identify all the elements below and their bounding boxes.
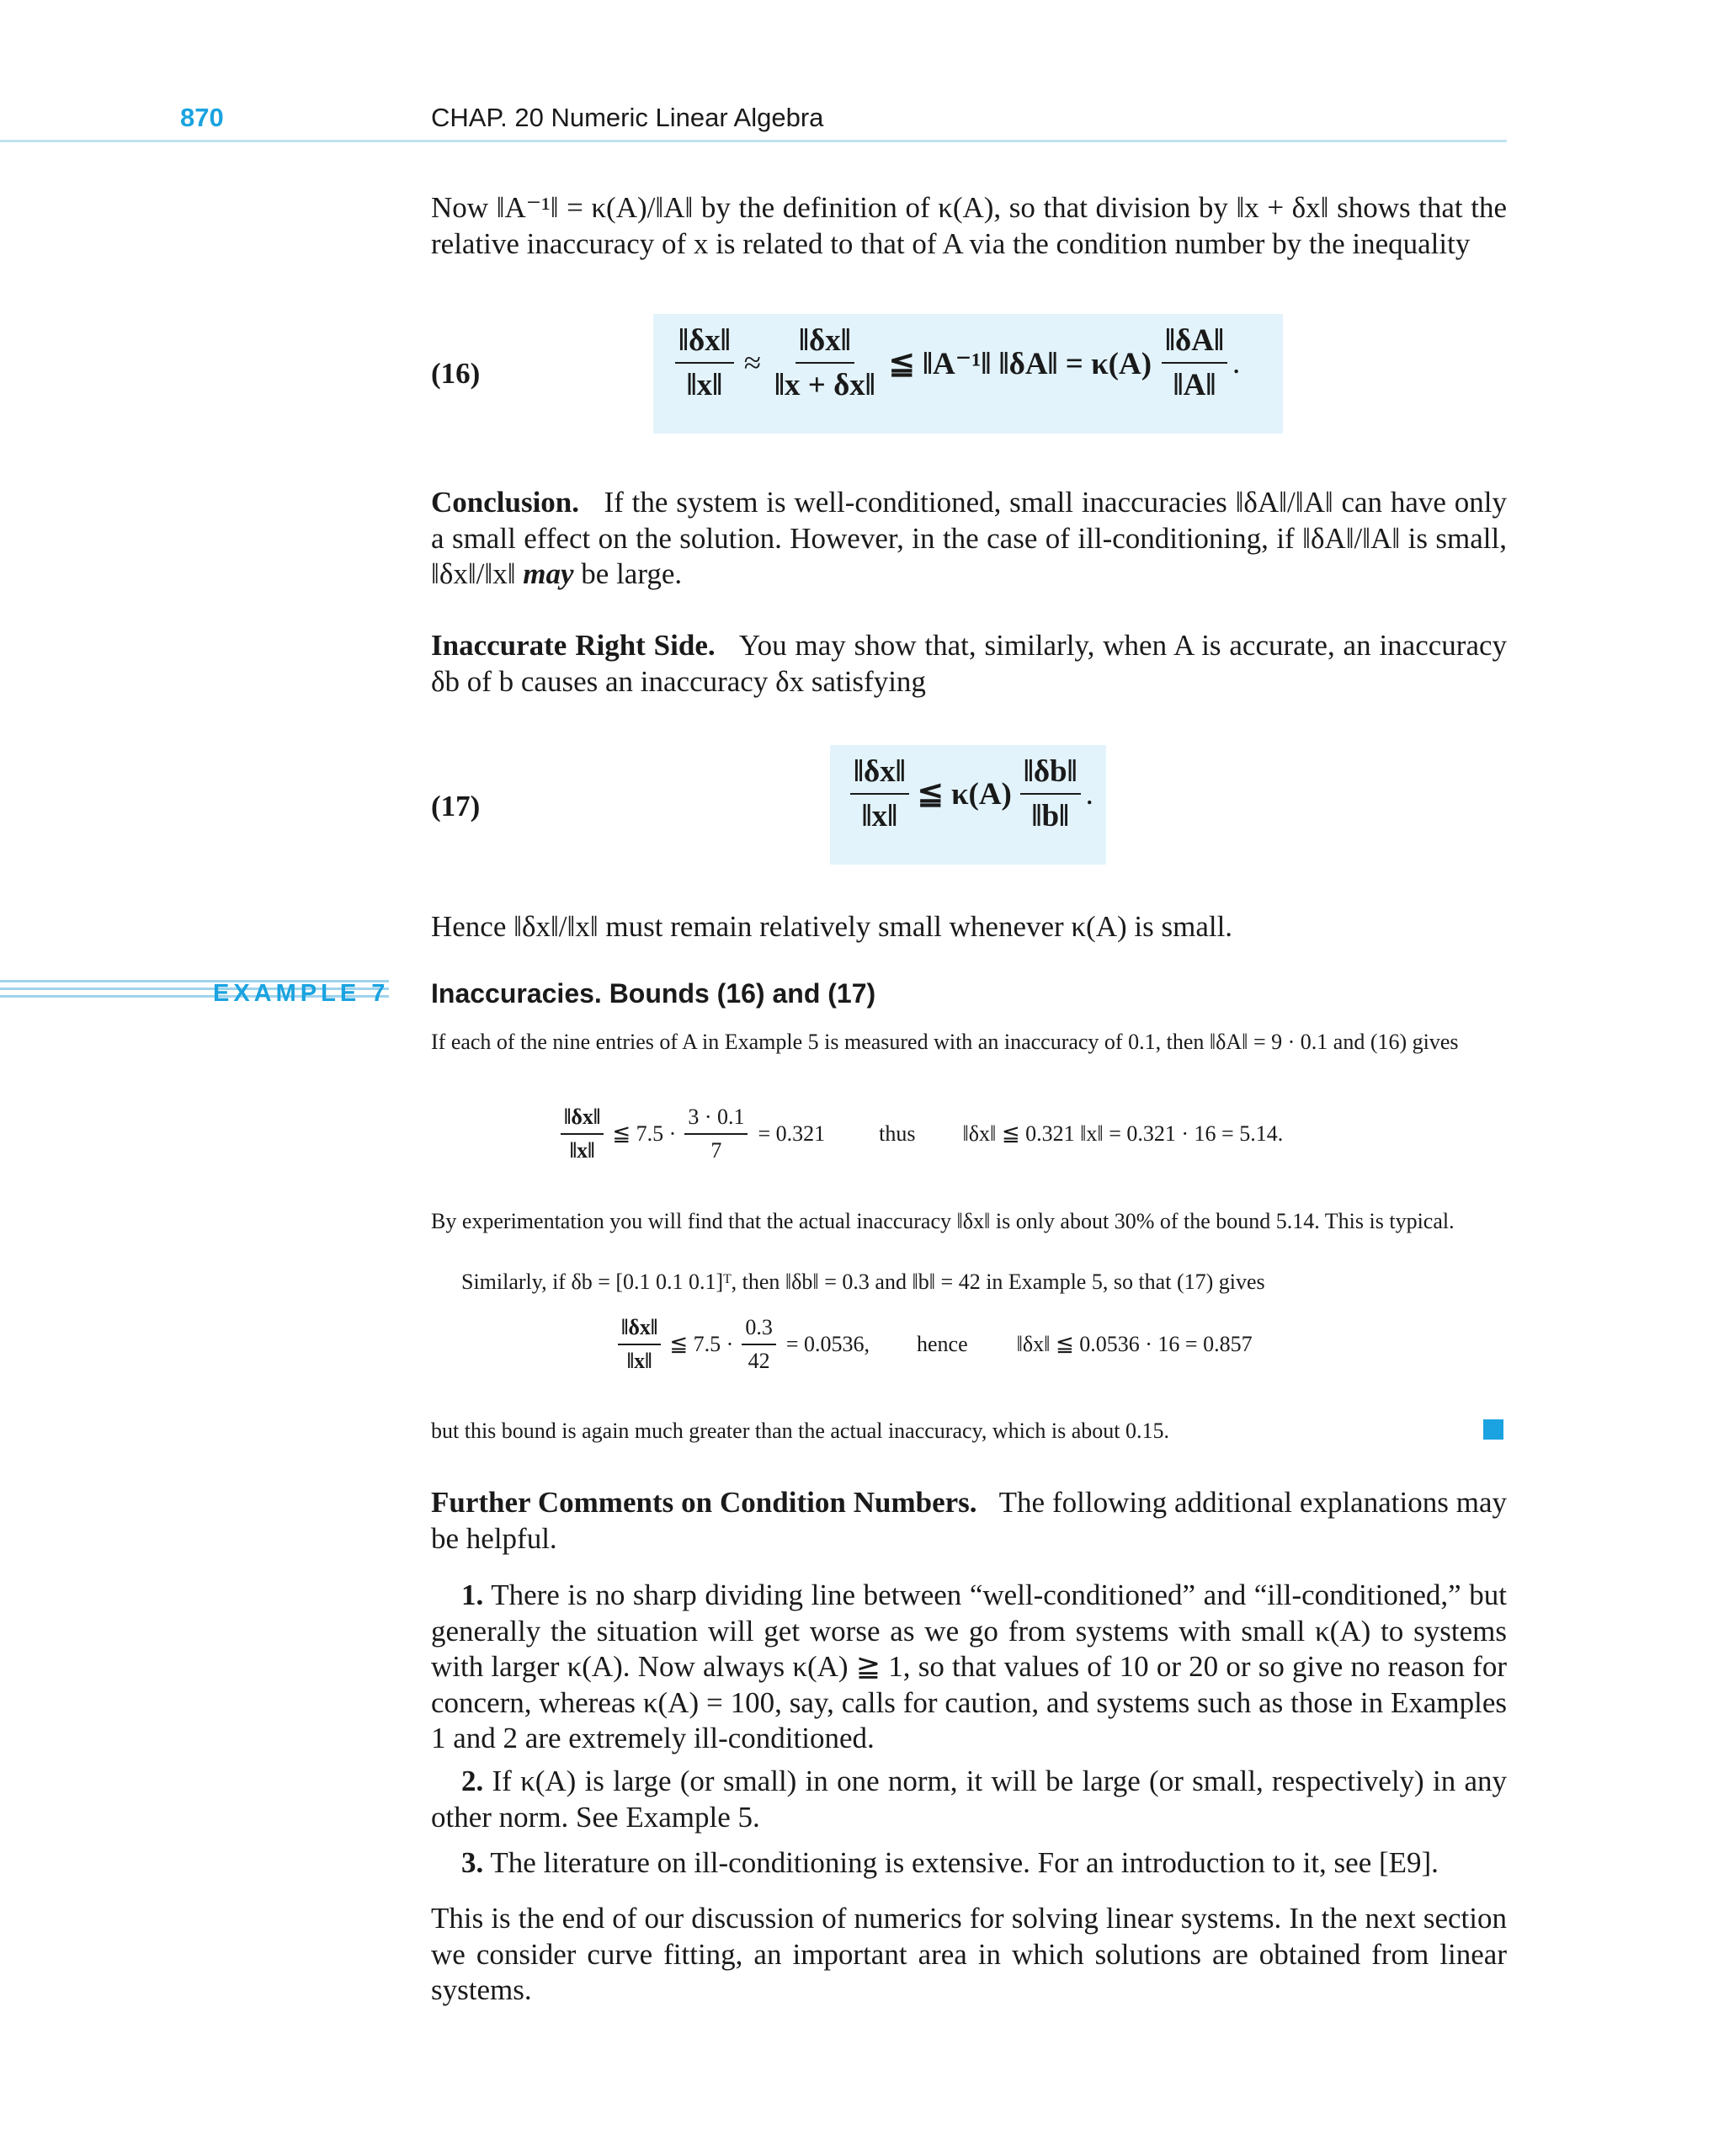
equation-17-label: (17): [431, 790, 481, 822]
eq16-lhs-num: ‖δx‖: [675, 322, 734, 364]
d2-word: hence: [916, 1332, 968, 1356]
conclusion-heading: Conclusion.: [431, 486, 580, 519]
eq16-mid-den: ‖x + δx‖: [774, 368, 875, 402]
example-paragraph-1: If each of the nine entries of A in Example 5 is measured with an inaccuracy of 0.1, then ‖δA‖ = 9 · 0.1 and (16) gives: [431, 1030, 1459, 1054]
d1-lhs-num: ‖δx‖: [561, 1105, 604, 1135]
d1-leq: ≦ 7.5 ·: [612, 1121, 677, 1146]
list-item-2: [431, 1764, 1507, 1835]
d1-lhs-den: ‖x‖: [569, 1138, 595, 1163]
equation-16-box: [653, 314, 1283, 434]
eq16-approx: ≈: [743, 345, 762, 381]
eq17-rhs-fraction: [1020, 753, 1081, 834]
d1-fraction: [684, 1105, 748, 1163]
d1-result: = 0.321: [758, 1121, 826, 1146]
example-paragraph-2: By experimentation you will find that the actual inaccuracy ‖δx‖ is only about 30% of the bound 5.14. This is typical.: [431, 1209, 1455, 1233]
list-item-2-number: 2.: [461, 1765, 484, 1797]
eq16-end: .: [1232, 345, 1241, 381]
d2-result: = 0.0536,: [785, 1332, 870, 1356]
running-head: CHAP. 20 Numeric Linear Algebra: [431, 103, 824, 132]
hence-paragraph: Hence ‖δx‖/‖x‖ must remain relatively small whenever κ(A) is small.: [431, 910, 1233, 943]
further-comments-text: The following additional explanations may be helpful.: [431, 1486, 1507, 1555]
page-number: 870: [180, 103, 224, 132]
example-label: EXAMPLE 7: [213, 980, 390, 1007]
eq17-lhs-fraction: [850, 753, 909, 834]
equation-16: [670, 322, 1240, 403]
intro-paragraph: Now ‖A⁻¹‖ = κ(A)/‖A‖ by the definition of κ(A), so that division by ‖x + δx‖ shows that the relative inaccuracy of x is related to that of A via the condition number by the inequality: [431, 191, 1507, 260]
further-comments-paragraph: [431, 1485, 1507, 1557]
equation-16-label: (16): [431, 357, 481, 390]
equation-17-box: [830, 745, 1106, 865]
d1-word: thus: [879, 1121, 916, 1146]
eq17-end: .: [1085, 776, 1093, 812]
d2-lhs-den: ‖x‖: [626, 1349, 652, 1373]
d1-frac-den: 7: [710, 1138, 722, 1163]
d2-lhs-fraction: [618, 1315, 661, 1374]
list-item-2-text: If κ(A) is large (or small) in one norm, it will be large (or small, respectively) in any other norm. See Example 5.: [431, 1765, 1508, 1834]
example-paragraph-4: but this bound is again much greater than the actual inaccuracy, which is about 0.15.: [431, 1419, 1169, 1443]
eq16-rhs-fraction: [1162, 322, 1227, 403]
eq16-lhs-fraction: [675, 322, 734, 403]
example-display-1: [556, 1105, 1283, 1163]
inaccurate-rhs-text: You may show that, similarly, when A is accurate, an inaccuracy δb of b causes an inaccuracy δx satisfying: [431, 629, 1508, 698]
list-item-1-number: 1.: [461, 1578, 484, 1611]
d2-frac-den: 42: [748, 1349, 770, 1373]
further-comments-heading: Further Comments on Condition Numbers.: [431, 1486, 977, 1519]
d1-frac-num: 3 · 0.1: [684, 1105, 748, 1135]
equation-17: [845, 753, 1093, 834]
list-item-3-text: The literature on ill-conditioning is extensive. For an introduction to it, see [E9].: [490, 1846, 1439, 1879]
closing-paragraph: This is the end of our discussion of numerics for solving linear systems. In the next section we consider curve fitting, an important area in which solutions are obtained from linear systems.: [431, 1902, 1507, 2006]
list-item-1: [431, 1578, 1507, 1757]
list-item-3: [431, 1845, 1507, 1882]
list-item-1-text: There is no sharp dividing line between “well-conditioned” and “ill-conditioned,” but generally the situation will get worse as we go from systems with small κ(A) to systems with larger κ(A). Now always κ(A) ≧ 1, so that values of 10 or 20 or so give no reason for concern, whereas κ(A) = 100, say, calls for caution, and systems such as those in Examples 1 and 2 are extremely ill-conditioned.: [431, 1578, 1507, 1754]
d2-fraction: [742, 1315, 776, 1374]
example-paragraph-3: Similarly, if δb = [0.1 0.1 0.1]ᵀ, then ‖δb‖ = 0.3 and ‖b‖ = 42 in Example 5, so that (17) gives: [461, 1270, 1265, 1294]
list-item-3-number: 3.: [461, 1846, 484, 1879]
eq16-chain: ≦ ‖A⁻¹‖ ‖δA‖ = κ(A): [888, 346, 1152, 381]
end-of-example-mark: [1483, 1419, 1503, 1440]
conclusion-paragraph: [431, 485, 1507, 593]
inaccurate-rhs-heading: Inaccurate Right Side.: [431, 629, 716, 662]
conclusion-text-end: be large.: [581, 557, 683, 590]
eq16-lhs-den: ‖x‖: [686, 368, 723, 402]
eq17-lhs-den: ‖x‖: [861, 799, 898, 833]
eq17-chain: ≦ κ(A): [917, 777, 1012, 812]
d2-leq: ≦ 7.5 ·: [669, 1332, 734, 1356]
conclusion-emphasis: may: [523, 557, 574, 590]
inaccurate-rhs-paragraph: [431, 628, 1507, 700]
example-display-2: [613, 1315, 1253, 1374]
eq16-mid-fraction: [771, 322, 879, 403]
d1-lhs-fraction: [561, 1105, 604, 1163]
eq17-lhs-num: ‖δx‖: [850, 753, 909, 795]
d2-lhs-num: ‖δx‖: [618, 1315, 661, 1345]
eq16-rhs-den: ‖A‖: [1173, 368, 1216, 402]
conclusion-text: If the system is well-conditioned, small inaccuracies ‖δA‖/‖A‖ can have only a small effect on the solution. However, in the case of ill-conditioning, if ‖δA‖/‖A‖ is small, ‖δx‖/‖x‖: [431, 486, 1508, 590]
eq16-mid-num: ‖δx‖: [795, 322, 854, 364]
eq17-rhs-num: ‖δb‖: [1020, 753, 1081, 795]
d1-tail: ‖δx‖ ≦ 0.321 ‖x‖ = 0.321 · 16 = 5.14.: [962, 1121, 1284, 1146]
header-rule: [0, 140, 1507, 142]
eq17-rhs-den: ‖b‖: [1031, 799, 1070, 833]
d2-tail: ‖δx‖ ≦ 0.0536 · 16 = 0.857: [1016, 1332, 1253, 1356]
d2-frac-num: 0.3: [742, 1315, 776, 1345]
eq16-rhs-num: ‖δA‖: [1162, 322, 1227, 364]
example-title: Inaccuracies. Bounds (16) and (17): [431, 978, 876, 1009]
